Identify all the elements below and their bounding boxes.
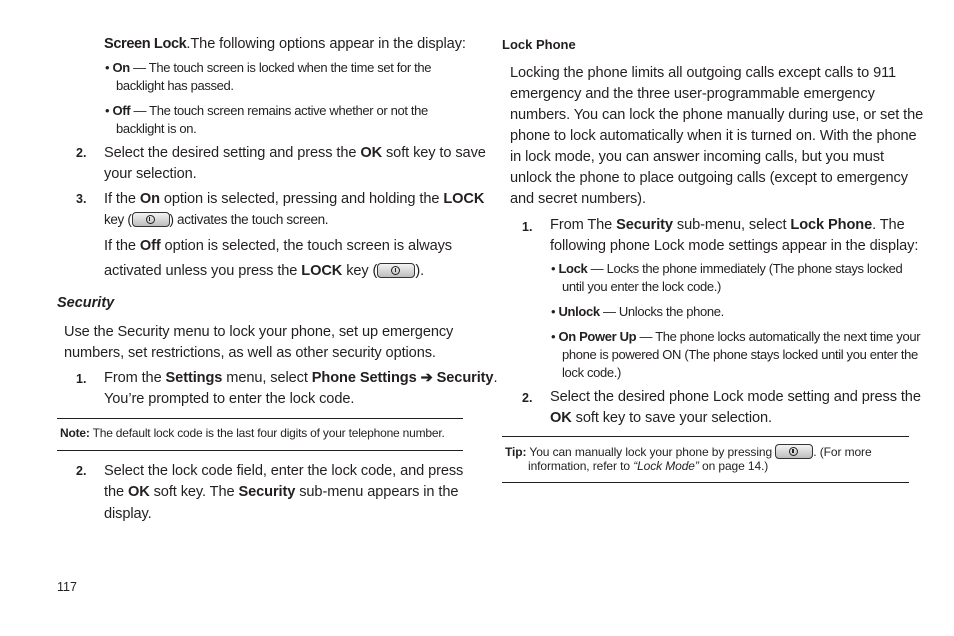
lock-phone-para (510, 63, 923, 210)
bullet-dot: • (105, 60, 113, 75)
lock-key-label: LOCK (443, 191, 485, 207)
step-text: sub-menu appears in the (295, 484, 459, 500)
bullet-text: — The touch screen is locked when the time set for the (129, 60, 432, 75)
bullet-text: — The phone locks automatically the next time your (636, 329, 921, 344)
tip-text: information, refer to (528, 459, 634, 473)
step-text: option is selected, the touch screen is always (160, 238, 452, 254)
step2-line1 (104, 143, 486, 164)
power-lock-key-icon (377, 263, 415, 278)
tip-line2 (528, 459, 768, 473)
tip-label: Tip: (505, 445, 527, 459)
bullet-text-line2: backlight is on. (116, 121, 197, 136)
step-text: From The (550, 217, 617, 233)
page-number: 117 (57, 580, 77, 594)
security-step2-line3: display. (104, 506, 152, 522)
bullet-dot: • (551, 304, 559, 319)
step-number: 1. (522, 220, 533, 234)
tip-bottom-rule (502, 482, 909, 483)
security-step1-line1 (104, 368, 497, 389)
bullet-term: Lock (558, 261, 588, 276)
bullet-dot: • (105, 103, 113, 118)
step-text: . The (872, 217, 905, 233)
step-text: menu, select (222, 370, 312, 386)
bullet-text: — The touch screen remains active whether or not the (130, 103, 428, 118)
bullet-text-line3: lock code.) (562, 365, 622, 380)
step3-line1 (104, 189, 484, 210)
lock-key-label: LOCK (301, 263, 343, 279)
step-text: soft key to save (382, 145, 486, 161)
step-text: From the (104, 370, 166, 386)
step-text: key ( (342, 263, 378, 279)
security-term: Security (616, 217, 673, 233)
note-bottom-rule (57, 450, 463, 451)
step-text: If the (104, 238, 140, 254)
power-lock-key-icon (775, 444, 813, 459)
para-line: and secret numbers). (510, 191, 646, 207)
lock-step2-line1: Select the desired phone Lock mode setting and press the (550, 389, 921, 405)
bullet-dot: • (551, 261, 559, 276)
note-top-rule (57, 418, 463, 419)
para-line: phone to lock automatically when it is turned on. With the phone (510, 128, 917, 144)
note-label: Note: (60, 426, 90, 440)
step-text: key ( (104, 212, 132, 227)
on-term: On (139, 191, 160, 207)
step2-line2: your selection. (104, 166, 197, 182)
security-term: Security (238, 484, 296, 500)
step-text: . (493, 370, 498, 386)
lock-step2-line2 (550, 408, 772, 429)
bullet-on-power-up (551, 328, 920, 346)
lock-phone-term: Lock Phone (790, 217, 873, 233)
para-line: numbers. You can lock the phone manually during use, or set the (510, 107, 924, 123)
para-line: in lock mode, you can answer incoming calls, but you must (510, 149, 884, 165)
bullet-lock (551, 260, 902, 278)
bullet-text: — Locks the phone immediately (The phone stays locked (587, 261, 903, 276)
bullet-text-line2: until you enter the lock code.) (562, 279, 721, 294)
bullet-text-line2: backlight has passed. (116, 78, 234, 93)
step-text: sub-menu, select (672, 217, 791, 233)
bullet-term: Off (112, 103, 131, 118)
security-step2-line1: Select the lock code field, enter the lock code, and press (104, 463, 464, 479)
ok-key-label: OK (127, 484, 150, 500)
bullet-term: On (112, 60, 130, 75)
bullet-term: Unlock (558, 304, 600, 319)
step-text: Select the desired setting and press the (104, 145, 361, 161)
security-para-line1: Use the Security menu to lock your phone, set up emergency (64, 324, 454, 340)
step-text: activated unless you press the (104, 263, 302, 279)
section-heading-security: Security (57, 295, 115, 311)
note-text: The default lock code is the last four digits of your telephone number. (89, 426, 445, 440)
phone-settings-term: Phone Settings (311, 370, 417, 386)
off-term: Off (139, 238, 161, 254)
intro-text: .The following options appear in the display: (186, 36, 466, 52)
note (60, 426, 445, 440)
step-number: 1. (76, 372, 87, 386)
bullet-text-line2: phone is powered ON (The phone stays locked until you enter the (562, 347, 918, 362)
lock-step1-line1 (550, 215, 905, 236)
bullet-unlock (551, 303, 724, 321)
step-number: 3. (76, 192, 87, 206)
lock-step1-line2: following phone Lock mode settings appear in the display: (550, 238, 919, 254)
step-number: 2. (522, 391, 533, 405)
lock-mode-reference: “Lock Mode” (633, 459, 699, 473)
step-text: soft key to save your selection. (571, 410, 773, 426)
bullet-dot: • (551, 329, 559, 344)
step-number: 2. (76, 464, 87, 478)
step-text: soft key. The (149, 484, 239, 500)
bullet-off (105, 102, 428, 120)
tip-text: on page 14.) (698, 459, 769, 473)
para-line: Locking the phone limits all outgoing calls except calls to 911 (510, 65, 897, 81)
bullet-text: — Unlocks the phone. (599, 304, 724, 319)
tip-top-rule (502, 436, 909, 437)
para-line: emergency and the three user-programmable emergency (510, 86, 875, 102)
tip-text: . (For more (813, 445, 872, 459)
bullet-on (105, 59, 431, 77)
security-step2-line2 (104, 482, 458, 503)
step3-line4 (104, 261, 424, 282)
ok-key-label: OK (550, 410, 572, 426)
step-text: ). (415, 263, 425, 279)
para-line: unlock the phone to place outgoing calls (except to emergency (510, 170, 908, 186)
step-number: 2. (76, 146, 87, 160)
step-text: ) activates the touch screen. (169, 212, 329, 227)
bullet-term: On Power Up (558, 329, 637, 344)
step-text: the (104, 484, 128, 500)
security-para-line2: numbers, set restrictions, as well as other security options. (64, 345, 436, 361)
step3-line2 (104, 211, 328, 229)
tip-text: You can manually lock your phone by pressing (526, 445, 776, 459)
security-step1-line2: You’re prompted to enter the lock code. (104, 391, 355, 407)
screen-lock-intro (104, 34, 466, 55)
tip-line1 (505, 444, 872, 459)
security-term: Security (436, 370, 494, 386)
step-text: If the (104, 191, 140, 207)
settings-term: Settings (165, 370, 223, 386)
step-text: option is selected, pressing and holding the (159, 191, 444, 207)
power-lock-key-icon (132, 212, 170, 227)
step3-line3 (104, 236, 452, 257)
section-heading-lock-phone: Lock Phone (502, 37, 576, 52)
arrow-icon: ➔ (416, 370, 437, 386)
ok-key-label: OK (360, 145, 383, 161)
screen-lock-term: Screen Lock (104, 36, 187, 52)
